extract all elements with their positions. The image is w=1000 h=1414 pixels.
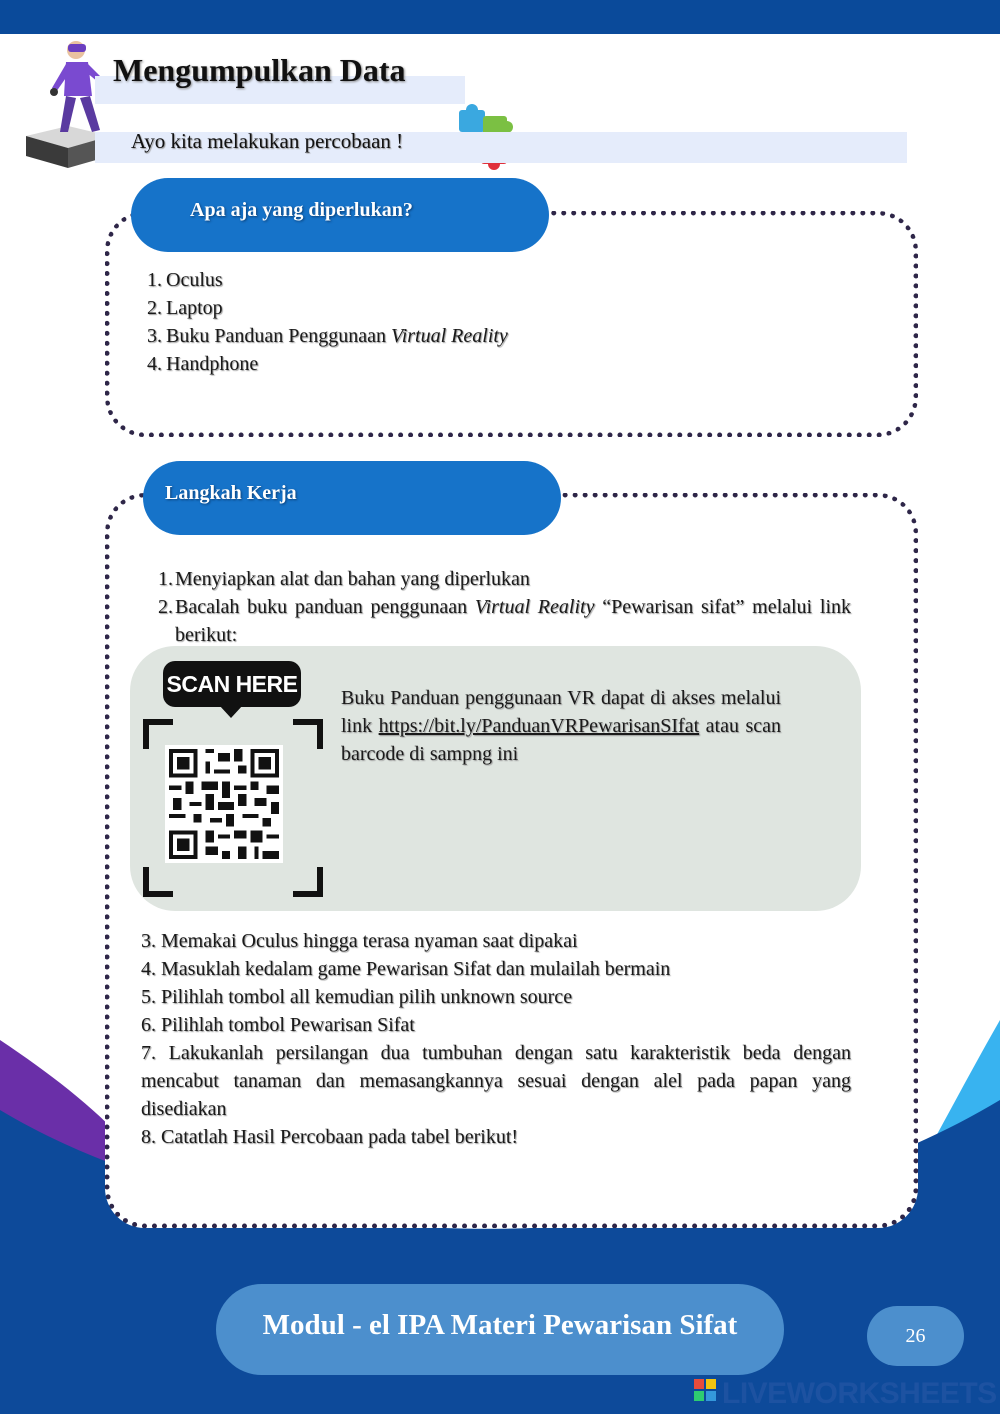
list-item bbox=[147, 294, 508, 322]
step-item: 8. Catatlah Hasil Percobaan pada tabel berikut! bbox=[141, 1126, 519, 1148]
intro-steps-list bbox=[158, 565, 856, 649]
item-text: Buku Panduan Penggunaan bbox=[166, 325, 391, 347]
qr-code[interactable] bbox=[165, 745, 283, 863]
scan-here-badge: SCAN HERE bbox=[163, 661, 301, 707]
work-steps bbox=[141, 927, 851, 1151]
scan-instructions bbox=[341, 684, 781, 768]
item-text: Oculus bbox=[166, 269, 223, 291]
steps-heading: Langkah Kerja bbox=[143, 461, 561, 535]
materials-list bbox=[147, 266, 508, 378]
guide-link[interactable]: https://bit.ly/PanduanVRPewarisanSIfat bbox=[378, 715, 700, 737]
page-number: 26 bbox=[867, 1306, 964, 1366]
liveworksheets-watermark: LIVEWORKSHEETS bbox=[722, 1377, 997, 1410]
scan-text-before: Buku Panduan penggunaan VR dapat di akses melalui link bbox=[341, 687, 781, 737]
item-text: Bacalah buku panduan penggunaan Virtual Reality “Pewarisan sifat” melalui link berikut: bbox=[175, 596, 856, 646]
step-item: 5. Pilihlah tombol all kemudian pilih unknown source bbox=[141, 986, 573, 1008]
item-number: 2. bbox=[158, 596, 173, 618]
step-item: 6. Pilihlah tombol Pewarisan Sifat bbox=[141, 1014, 415, 1036]
item-number: 4. bbox=[147, 353, 162, 375]
page-subtitle: Ayo kita melakukan percobaan ! bbox=[131, 129, 404, 153]
item-text: Handphone bbox=[166, 353, 259, 375]
scan-text-after: atau scan barcode di sampng ini bbox=[341, 715, 781, 765]
list-item bbox=[147, 266, 508, 294]
page-title: Mengumpulkan Data bbox=[113, 52, 406, 88]
scan-badge-pointer bbox=[219, 705, 243, 718]
item-number: 1. bbox=[158, 568, 173, 590]
step-item: 4. Masuklah kedalam game Pewarisan Sifat dan mulailah bermain bbox=[141, 958, 671, 980]
item-text: Laptop bbox=[166, 297, 223, 319]
step-item: 3. Memakai Oculus hingga terasa nyaman saat dipakai bbox=[141, 930, 578, 952]
module-title: Modul - el IPA Materi Pewarisan Sifat bbox=[216, 1284, 784, 1375]
item-number: 3. bbox=[147, 325, 162, 347]
item-number: 1. bbox=[147, 269, 162, 291]
item-number: 2. bbox=[147, 297, 162, 319]
materials-heading: Apa aja yang diperlukan? bbox=[131, 178, 549, 252]
item-italic-text: Virtual Reality bbox=[390, 325, 508, 347]
item-text: Menyiapkan alat dan bahan yang diperlukan bbox=[175, 568, 530, 590]
list-item bbox=[158, 565, 851, 593]
list-item bbox=[147, 350, 508, 378]
list-item bbox=[147, 322, 508, 350]
liveworksheets-logo-icon bbox=[694, 1379, 716, 1401]
list-item bbox=[158, 593, 856, 649]
step-item: 7. Lakukanlah persilangan dua tumbuhan dengan satu karakteristik beda dengan mencabut tanaman dan memasangkannya sesuai dengan alel pada papan yang disediakan bbox=[141, 1042, 851, 1120]
